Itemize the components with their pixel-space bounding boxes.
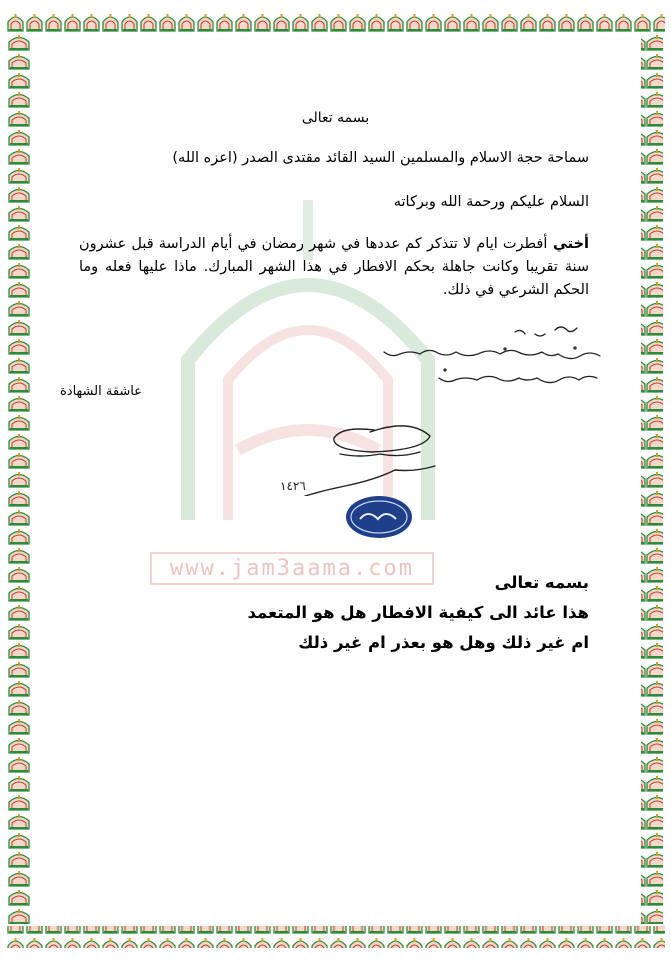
handwritten-date-icon <box>270 412 470 496</box>
letter-greeting: السلام عليكم ورحمة الله وبركاته <box>393 194 589 210</box>
answer-basmala: بسمه تعالى <box>494 573 589 592</box>
svg-text:١٤٢٦: ١٤٢٦ <box>280 479 306 493</box>
handwritten-reply-icon <box>325 318 615 398</box>
letter-question <box>79 233 589 302</box>
letter-sender: عاشقة الشهادة <box>60 384 143 399</box>
question-body: أفطرت ايام لا تتذكر كم عددها في شهر رمضان في أيام الدراسة قبل عشرون سنة تقريبا وكانت جاهلة بحكم الافطار في هذا الشهر المبارك. ماذا عليها فعله وما الحكم الشرعي في ذلك. <box>79 236 589 298</box>
office-seal-icon <box>344 493 414 541</box>
answer-block <box>247 568 589 658</box>
answer-line-1: هذا عائد الى كيفية الافطار هل هو المتعمد <box>247 603 589 622</box>
letter-basmala: بسمه تعالى <box>301 110 370 126</box>
letter-addressee: سماحة حجة الاسلام والمسلمين السيد القائد مقتدى الصدر (اعزه الله) <box>172 150 589 166</box>
watermark-url: www.jam3aama.com <box>150 552 434 585</box>
question-lead: أختي <box>552 236 589 252</box>
answer-line-2: ام غير ذلك وهل هو بعذر ام غير ذلك <box>298 633 589 652</box>
